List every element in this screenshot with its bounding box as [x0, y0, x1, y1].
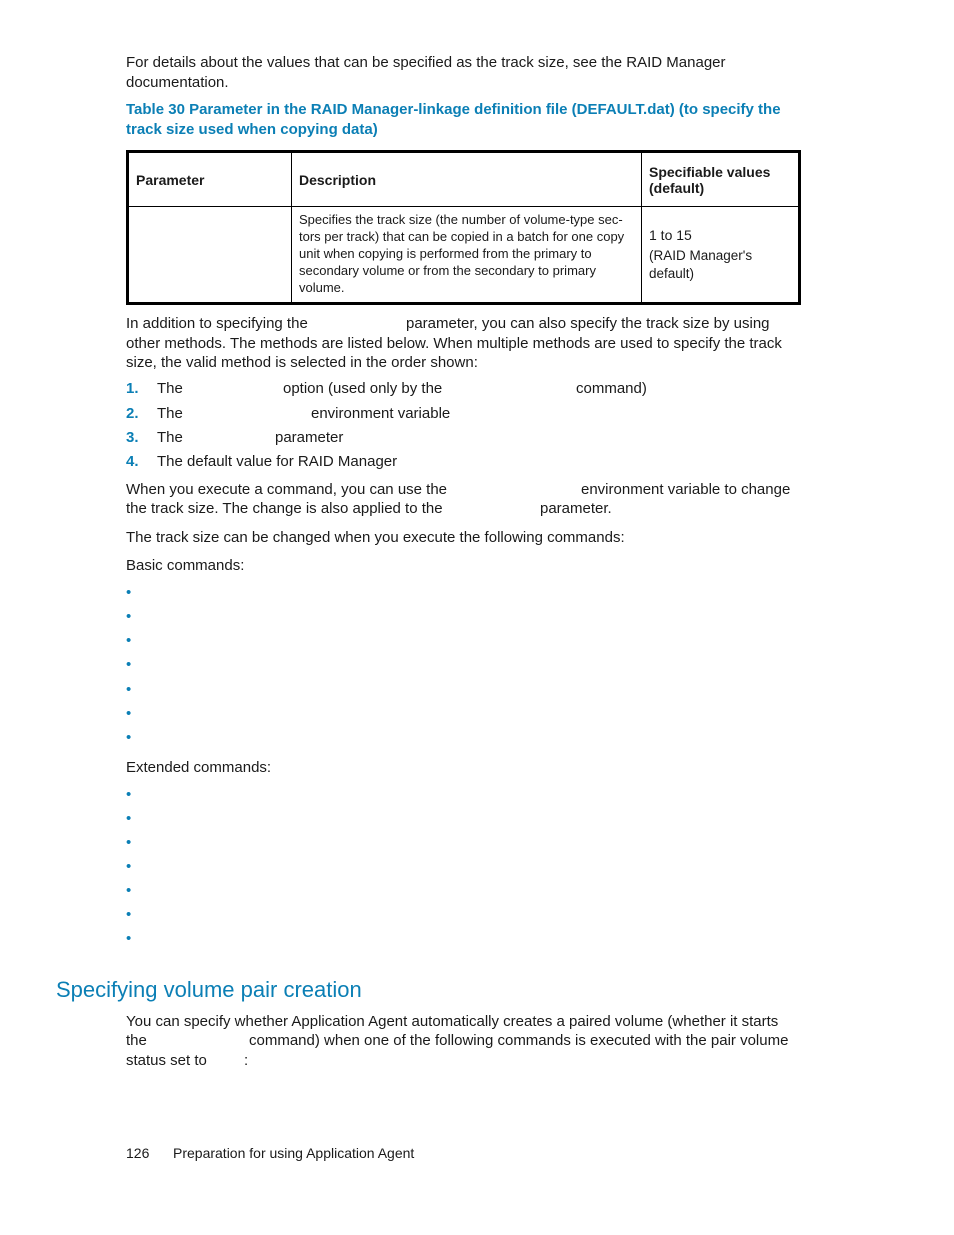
method-3-a: The — [157, 429, 183, 446]
values-range: 1 to 15 — [649, 227, 692, 243]
section-heading: Specifying volume pair creation — [56, 977, 362, 1002]
footer-section-title: Preparation for using Application Agent — [173, 1145, 415, 1161]
method-4-a: The default value for RAID Manager — [157, 453, 398, 470]
header-specifiable-values: Specifiable values (default) — [642, 152, 800, 207]
para1-text-a: In addition to specifying the — [126, 315, 308, 332]
method-4-number: 4. — [126, 453, 139, 470]
header-parameter: Parameter — [128, 152, 292, 207]
method-1-number: 1. — [126, 380, 139, 397]
list-item: • — [126, 584, 132, 601]
method-2-number: 2. — [126, 405, 139, 422]
extended-commands-label: Extended commands: — [126, 759, 272, 776]
list-item: • — [126, 681, 132, 698]
para1-text-b: parameter, you can also specify the track size by using other methods. The methods are listed below. When multiple methods are used to specify the track size, the valid method is selected in the order shown: — [126, 315, 782, 371]
list-item: • — [126, 786, 132, 803]
table-caption: Table 30 Parameter in the RAID Manager-linkage definition file (DEFAULT.dat) (to specify the track size used when copying data) — [126, 101, 781, 138]
intro-paragraph: For details about the values that can be specified as the track size, see the RAID Manager documentation. — [126, 54, 726, 91]
list-item: • — [126, 810, 132, 827]
para4-c: command) when one of the following commands is executed with the pair volume — [249, 1032, 789, 1049]
list-item: • — [126, 906, 132, 923]
method-1-b: option (used only by the — [283, 380, 443, 397]
table-row — [128, 207, 800, 304]
para2-c: the track size. The change is also applied to the — [126, 500, 443, 517]
para4-b: the — [126, 1032, 147, 1049]
list-item: • — [126, 632, 132, 649]
parameter-table — [126, 150, 801, 305]
method-3-number: 3. — [126, 429, 139, 446]
values-default: (RAID Manager's default) — [649, 248, 753, 281]
para4-a: You can specify whether Application Agent automatically creates a paired volume (whether it starts — [126, 1013, 779, 1030]
para4-d: status set to — [126, 1052, 207, 1069]
method-2-b: environment variable — [311, 405, 451, 422]
para3: The track size can be changed when you execute the following commands: — [126, 529, 625, 546]
method-1-a: The — [157, 380, 183, 397]
list-item: • — [126, 834, 132, 851]
list-item: • — [126, 882, 132, 899]
page-number: 126 — [126, 1145, 150, 1161]
cell-values — [642, 207, 800, 304]
table-header-row — [128, 152, 800, 207]
method-3-b: parameter — [275, 429, 344, 446]
cell-parameter — [128, 207, 292, 304]
para2-a: When you execute a command, you can use the — [126, 481, 448, 498]
header-description: Description — [292, 152, 642, 207]
para4-e: : — [244, 1052, 249, 1069]
para2-d: parameter. — [540, 500, 612, 517]
list-item: • — [126, 858, 132, 875]
list-item: • — [126, 608, 132, 625]
method-1-c: command) — [576, 380, 647, 397]
para2-b: environment variable to change — [581, 481, 791, 498]
basic-commands-label: Basic commands: — [126, 557, 245, 574]
list-item: • — [126, 729, 132, 746]
list-item: • — [126, 930, 132, 947]
list-item: • — [126, 656, 132, 673]
list-item: • — [126, 705, 132, 722]
cell-description: Specifies the track size (the number of volume-type sec- tors per track) that can be copied in a batch for one copy unit when copying is performed from the primary to secondary volume or from the secondary to primary volume. — [292, 207, 642, 304]
method-2-a: The — [157, 405, 183, 422]
